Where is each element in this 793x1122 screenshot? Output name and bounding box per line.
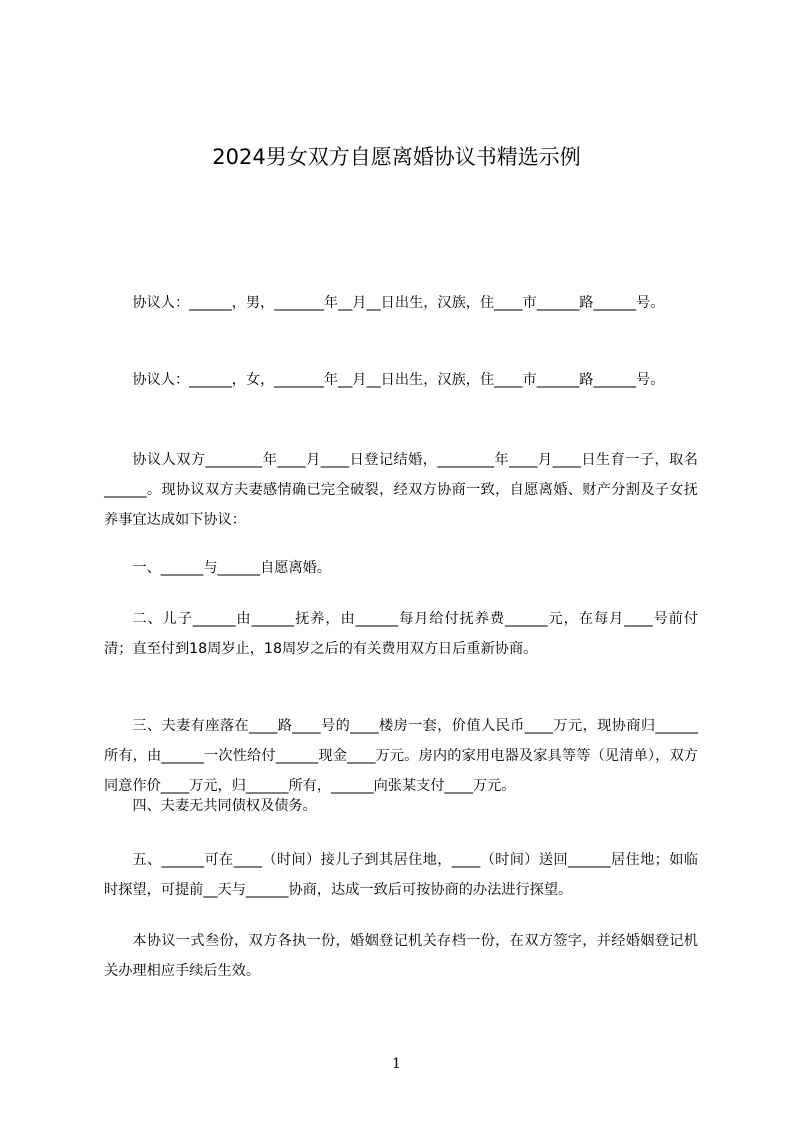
document-title: 2024男女双方自愿离婚协议书精选示例 xyxy=(212,145,581,169)
paragraph-clause-3-property: 三、夫妻有座落在____路____号的____楼房一套，价值人民币____万元，现协商归______所有，由______一次性给付______现金____万元。房内的家用电器及家具等等（见清单），双方同意作价____万元，归______所有，______向张某支付____万元。 xyxy=(104,718,698,794)
paragraph-clause-1-divorce: 一、______与______自愿离婚。 xyxy=(132,560,332,576)
paragraph-clause-2-child-custody: 二、儿子______由______抚养，由______每月给付抚养费______元，在每月____号前付清；直至付到18周岁止，18周岁之后的有关费用双方日后重新协商。 xyxy=(104,611,698,657)
paragraph-clause-5-visitation: 五、______可在____（时间）接儿子到其居住地，____（时间）送回______居住地；如临时探望，可提前__天与______协商，达成一致后可按协商的办法进行探望。 xyxy=(104,852,698,898)
paragraph-party-male: 协议人：______，男，_______年__月__日出生，汉族，住____市______路______号。 xyxy=(132,295,665,311)
paragraph-party-female: 协议人：______，女，_______年__月__日出生，汉族，住____市______路______号。 xyxy=(132,372,665,388)
paragraph-clause-4-debts: 四、夫妻无共同债权及债务。 xyxy=(132,798,317,814)
page-number: 1 xyxy=(392,1056,401,1072)
paragraph-effectiveness: 本协议一式叁份，双方各执一份，婚姻登记机关存档一份，在双方签字，并经婚姻登记机关办理相应手续后生效。 xyxy=(104,933,698,979)
paragraph-marriage-background: 协议人双方________年____月____日登记结婚，________年____月____日生育一子，取名______。现协议双方夫妻感情确已完全破裂，经双方协商一致，自愿离婚、财产分割及子女抚养事宜达成如下协议： xyxy=(104,452,698,528)
